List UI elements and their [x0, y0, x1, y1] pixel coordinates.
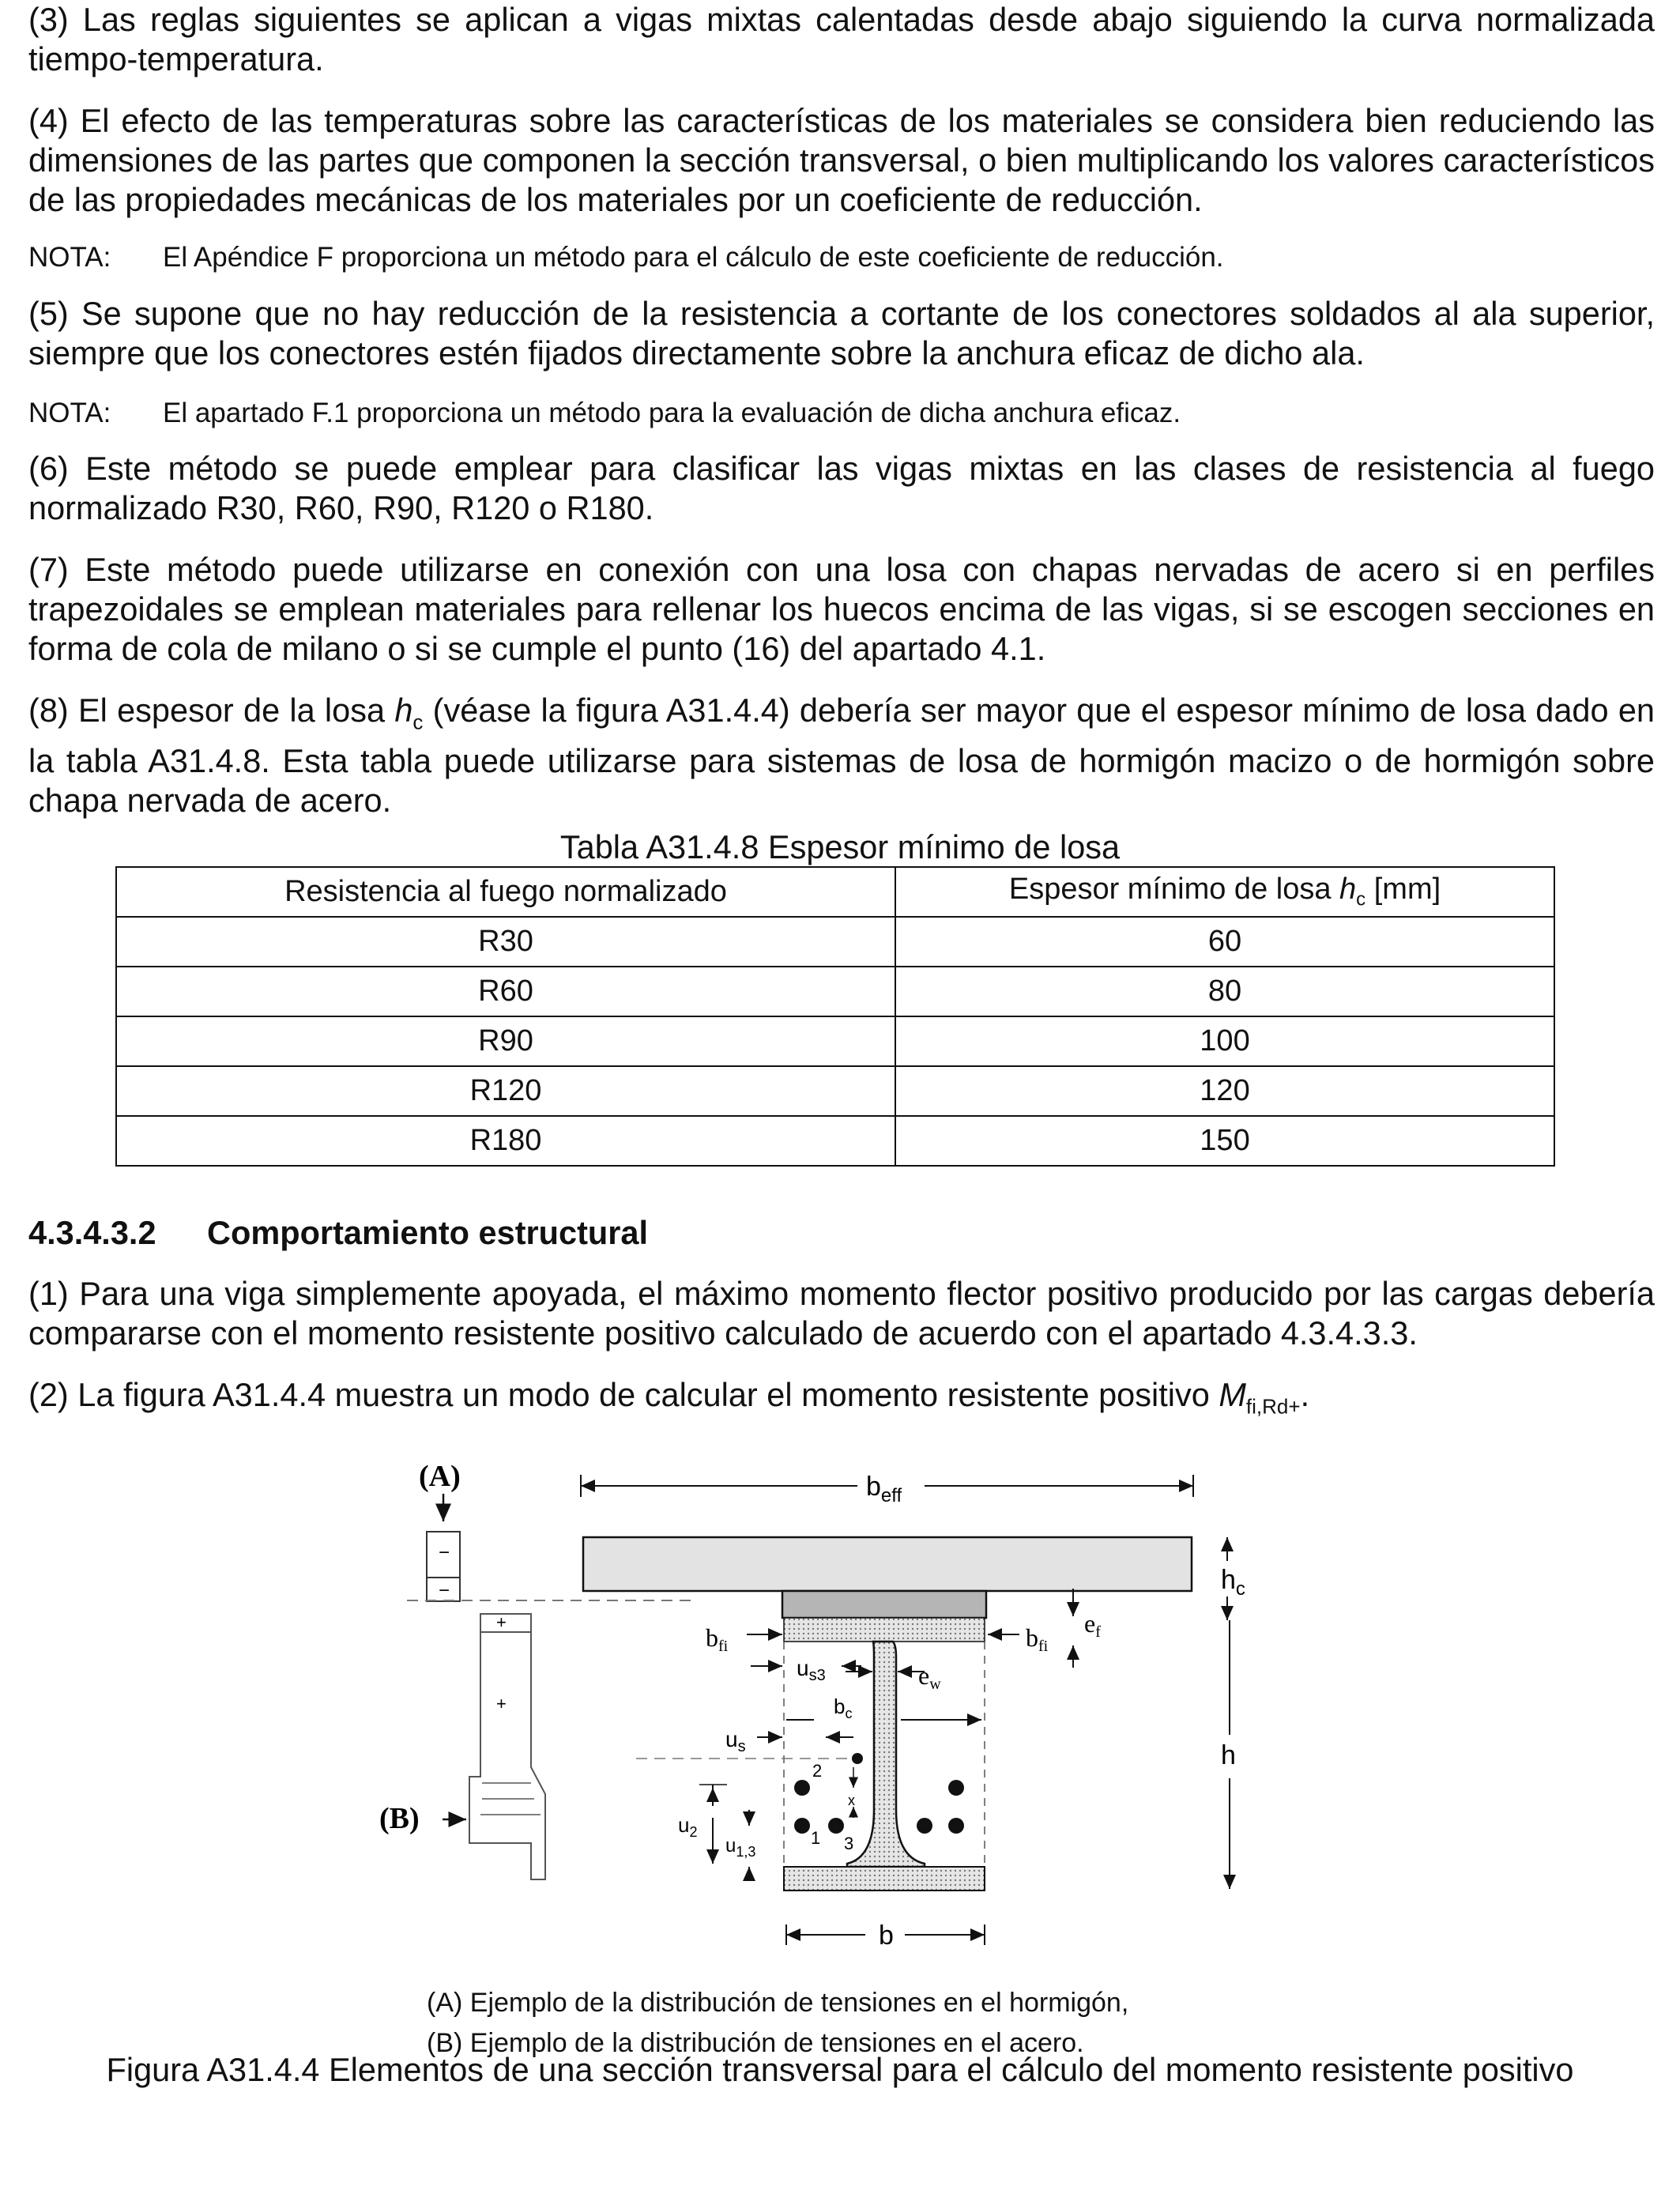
note-2-label: NOTA: [28, 398, 111, 428]
section-paragraph-2: (2) La figura A31.4.4 muestra un modo de calcular el momento resistente positivo $M_{fi,Rd+}$. [28, 1376, 1310, 1419]
label-A: (A) [419, 1460, 461, 1493]
paragraph-3: (3) Las reglas siguientes se aplican a vigas mixtas calentadas desde abajo siguiendo la curva normalizada tiempo-temperatura. [28, 1, 1655, 77]
paragraph-5: (5) Se supone que no hay reducción de la resistencia a cortante de los conectores soldados al ala superior, siempre que los conectores estén fijados directamente sobre la anchura eficaz de dicho ala. [28, 295, 1655, 371]
dim-u2: $u_2$ [678, 1813, 698, 1840]
rebar [852, 1753, 863, 1764]
dim-beff: $b_{eff}$ [866, 1472, 902, 1506]
paragraph-8: (8) El espesor de la losa $h_c$ (véase la figura A31.4.4) debería ser mayor que el espesor mínimo de losa dado en la tabla A31.4.8. Esta tabla puede utilizarse para sistemas de losa de hormigón macizo o de hormigón sobre chapa nervada de acero. [28, 692, 1655, 820]
dim-bc: $b_c$ [834, 1695, 853, 1721]
table-caption: Tabla A31.4.8 Espesor mínimo de losa [559, 828, 1121, 865]
sign-minus-2: − [439, 1580, 450, 1601]
table-row [116, 1066, 1554, 1116]
section-number: 4.3.4.3.2 [28, 1214, 156, 1251]
cell-thickness: 80 [895, 967, 1554, 1016]
bar-label-3: 3 [844, 1834, 854, 1853]
sign-plus-1: + [496, 1612, 507, 1632]
cell-resistance: R90 [116, 1016, 895, 1066]
bar-label-2: 2 [812, 1761, 823, 1781]
table-row [116, 967, 1554, 1016]
cell-resistance: R60 [116, 967, 895, 1016]
concrete-slab [583, 1537, 1192, 1591]
table-row [116, 917, 1554, 967]
note-2-text: El apartado F.1 proporciona un método para la evaluación de dicha anchura eficaz. [163, 398, 1181, 428]
dim-ew: ew [918, 1661, 941, 1693]
note-1-text: El Apéndice F proporciona un método para el cálculo de este coeficiente de reducción. [163, 242, 1224, 273]
paragraph-7: (7) Este método puede utilizarse en conexión con una losa con chapas nervadas de acero si en perfiles trapezoidales se emplean materiales para rellenar los huecos encima de las vigas, si se escogen secciones en forma de cola de milano o si se cumple el punto (16) del apartado 4.1. [28, 551, 1655, 667]
upper-flange-heated-zone [784, 1618, 985, 1642]
dim-x: x [848, 1793, 855, 1808]
cell-thickness: 120 [895, 1066, 1554, 1116]
rebar [948, 1780, 964, 1796]
note-2 [28, 397, 1655, 430]
table-header-row [116, 867, 1554, 917]
steel-stress-block [469, 1614, 545, 1879]
legend-B: (B) Ejemplo de la distribución de tensiones en el acero. [427, 2028, 1084, 2058]
header-resistance: Resistencia al fuego normalizado [116, 867, 895, 917]
table-row [116, 1116, 1554, 1166]
sign-plus-2: + [496, 1694, 507, 1713]
figure-caption: Figura A31.4.4 Elementos de una sección transversal para el cálculo del momento resistente positivo [106, 2051, 1574, 2088]
paragraph-4: (4) El efecto de las temperaturas sobre las características de los materiales se considera bien reduciendo las dimensiones de las partes que componen la sección transversal, o bien multiplicando los valores característicos de las propiedades mecánicas de los materiales por un coeficiente de reducción. [28, 102, 1655, 218]
rebar [948, 1818, 964, 1834]
cell-thickness: 100 [895, 1016, 1554, 1066]
note-1-label: NOTA: [28, 242, 111, 273]
dim-h: h [1221, 1740, 1236, 1770]
lower-flange [784, 1867, 985, 1891]
rebar-3 [828, 1818, 844, 1834]
dim-bfi-left: bfi [706, 1623, 729, 1655]
dim-u13: $u_{1,3}$ [725, 1835, 756, 1860]
section-heading [28, 1213, 648, 1253]
section-paragraph-1: (1) Para una viga simplemente apoyada, el máximo momento flector positivo producido por las cargas debería compararse con el momento resistente positivo calculado de acuerdo con el apartado 4.3.4.3.3. [28, 1275, 1655, 1351]
rebar-1 [794, 1818, 810, 1834]
dim-us: $u_s$ [725, 1727, 746, 1755]
bar-label-1: 1 [811, 1828, 821, 1848]
legend-A: (A) Ejemplo de la distribución de tensiones en el hormigón, [427, 1988, 1129, 2018]
paragraph-6: (6) Este método se puede emplear para clasificar las vigas mixtas en las clases de resistencia al fuego normalizado R30, R60, R90, R120 o R180. [28, 450, 1655, 526]
cell-resistance: R120 [116, 1066, 895, 1116]
dim-bfi-right: bfi [1026, 1623, 1049, 1655]
cell-thickness: 150 [895, 1116, 1554, 1166]
dim-b: b [879, 1921, 894, 1951]
label-B: (B) [379, 1802, 420, 1835]
section-title: Comportamiento estructural [207, 1214, 649, 1251]
table-row [116, 1016, 1554, 1066]
rebar [917, 1818, 932, 1834]
rebar-2 [794, 1780, 810, 1796]
dim-hc: $h_c$ [1221, 1565, 1245, 1600]
cross-section-figure [0, 1423, 1680, 1976]
min-slab-thickness-table [115, 866, 1555, 1167]
sign-minus-1: − [439, 1542, 450, 1563]
cell-resistance: R180 [116, 1116, 895, 1166]
note-1 [28, 241, 1655, 274]
dim-ef: ef [1084, 1609, 1101, 1641]
cell-thickness: 60 [895, 917, 1554, 967]
cell-resistance: R30 [116, 917, 895, 967]
dim-us3: $u_{s3}$ [797, 1656, 826, 1684]
upper-flange [782, 1591, 986, 1618]
header-thickness: Espesor mínimo de losa $h_c$ [mm] [895, 867, 1554, 917]
